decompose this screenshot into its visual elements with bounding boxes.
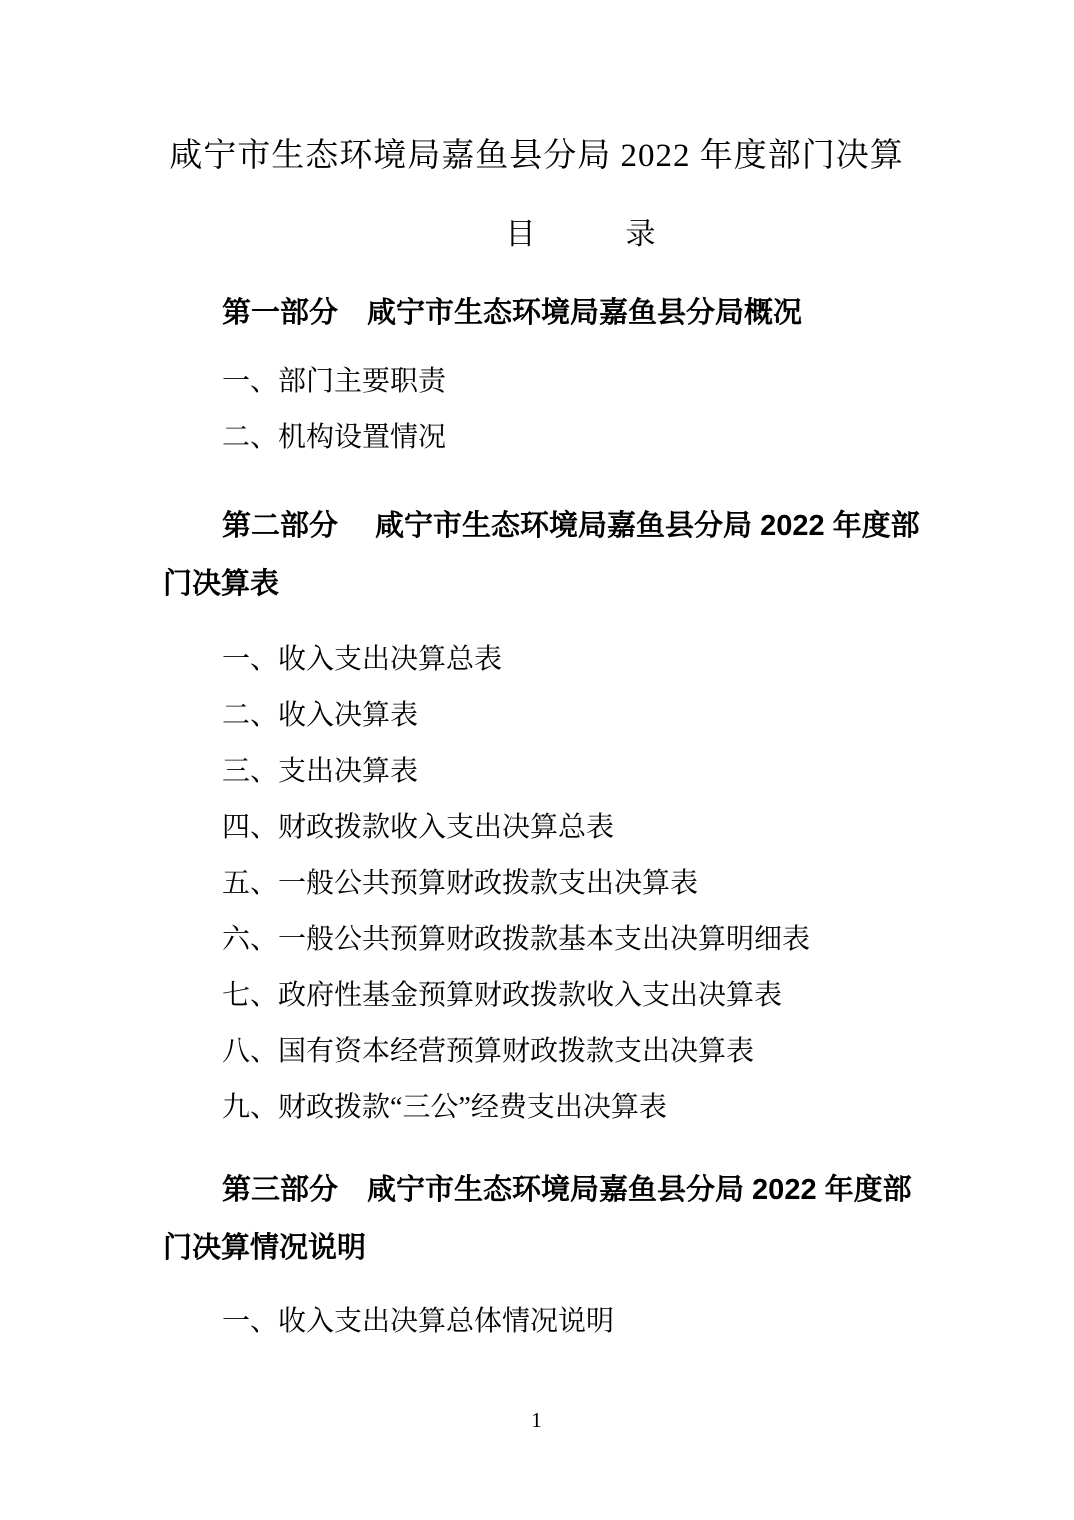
toc-item: 七、政府性基金预算财政拨款收入支出决算表 (222, 980, 783, 1011)
toc-item: 四、财政拨款收入支出决算总表 (222, 812, 615, 843)
toc-item: 九、财政拨款“三公”经费支出决算表 (222, 1092, 667, 1123)
toc-item: 五、一般公共预算财政拨款支出决算表 (222, 868, 699, 899)
toc-item: 二、机构设置情况 (222, 422, 447, 453)
toc-section-part3 (163, 1161, 910, 1350)
part1-heading-line: 第一部分 咸宁市生态环境局嘉鱼县分局概况 (222, 297, 803, 329)
toc-item: 六、一般公共预算财政拨款基本支出决算明细表 (222, 924, 811, 955)
toc-section-part1 (163, 291, 910, 466)
part2-heading (163, 497, 920, 613)
toc-item: 三、支出决算表 (222, 756, 419, 787)
part3-heading-line-2: 门决算情况说明 (163, 1232, 367, 1264)
toc-item: 一、部门主要职责 (222, 366, 447, 397)
part3-items (163, 1294, 910, 1350)
toc-item: 一、收入支出决算总体情况说明 (222, 1306, 615, 1337)
part1-heading (163, 291, 910, 335)
page-number: 1 (531, 1408, 542, 1432)
part2-heading-line-2: 门决算表 (163, 568, 280, 600)
part1-items (163, 354, 910, 466)
part3-heading-line-1: 第三部分 咸宁市生态环境局嘉鱼县分局 2022 年度部 (222, 1174, 912, 1206)
toc-section-part2 (163, 497, 920, 1136)
document-title: 咸宁市生态环境局嘉鱼县分局 2022 年度部门决算 (169, 138, 904, 174)
part3-heading (163, 1161, 910, 1277)
toc-item: 八、国有资本经营预算财政拨款支出决算表 (222, 1036, 755, 1067)
part2-heading-line-1: 第二部分 咸宁市生态环境局嘉鱼县分局 2022 年度部 (222, 510, 920, 542)
toc-item: 一、收入支出决算总表 (222, 644, 503, 675)
toc-heading: 目 录 (505, 218, 656, 251)
part2-items (163, 632, 910, 1136)
toc-item: 二、收入决算表 (222, 700, 419, 731)
